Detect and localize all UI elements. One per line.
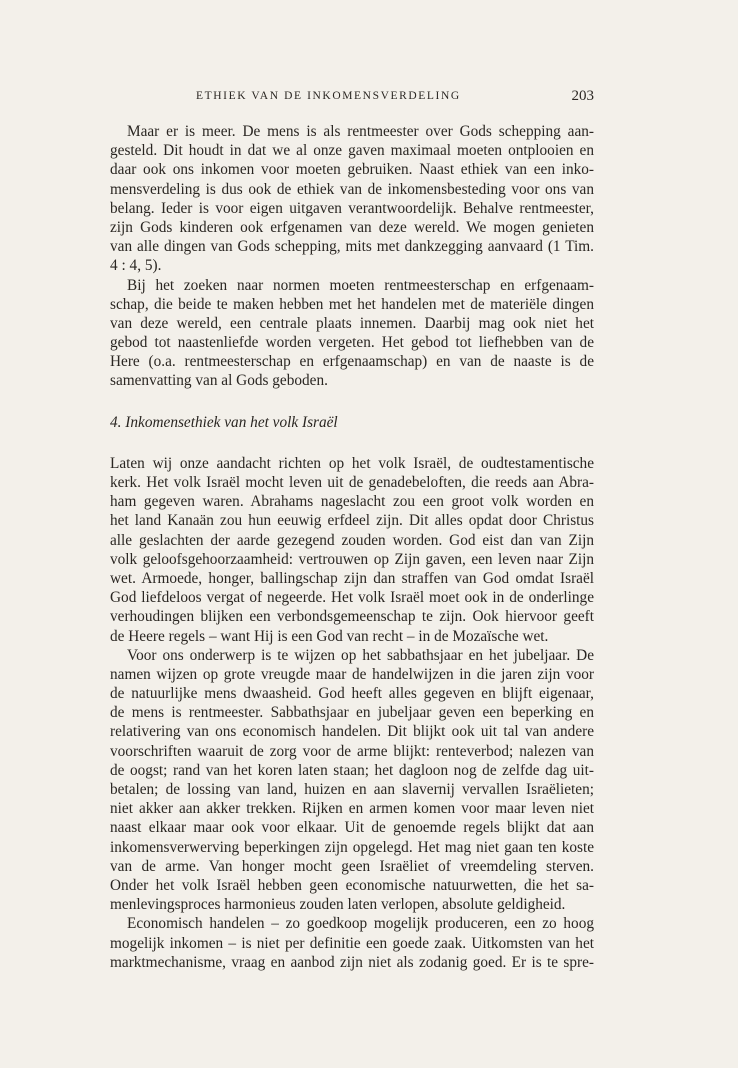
- text-line: Here (o.a. rentmeesterschap en erfgenaamschap) en van de naaste is de: [110, 353, 594, 371]
- running-title: ETHIEK VAN DE INKOMENSVERDELING: [196, 90, 461, 102]
- text-line: God liefdeloos vergat of negeerde. Het volk Israël moet ook in de onderlinge: [110, 589, 594, 607]
- text-line: naast elkaar maar ook voor elkaar. Uit de genoemde regels blijkt dat aan: [110, 819, 594, 837]
- text-line: van deze wereld, een centrale plaats innemen. Daarbij mag ook niet het: [110, 314, 594, 332]
- text-line: de oogst; rand van het koren laten staan; het dagloon nog de zelfde dag uit-: [110, 761, 594, 779]
- page-header: [110, 90, 594, 110]
- text-line: samenvatting van al Gods geboden.: [110, 372, 328, 390]
- text-line: relativering van ons economisch handelen. Dit blijkt ook uit tal van andere: [110, 723, 594, 741]
- text-line: de Heere regels – want Hij is een God van recht – in de Mozaïsche wet.: [110, 627, 549, 645]
- text-line: het land Kanaän zou hun eeuwig erfdeel zijn. Dit alles opdat door Christus: [110, 512, 594, 530]
- text-line: 4 : 4, 5).: [110, 257, 162, 275]
- paragraph: [110, 122, 594, 276]
- text-line: betalen; de lossing van land, huizen en aan slavernij vervallen Israëlieten;: [110, 781, 594, 798]
- text-line: de natuurlijke mens dwaasheid. God heeft alles gegeven en blijft eigenaar,: [110, 685, 594, 703]
- text-line: niet akker aan akker trekken. Rijken en armen komen voor maar leven niet: [110, 800, 594, 818]
- text-line: mogelijk inkomen – is niet per definitie een goede zaak. Uitkomsten van het: [110, 934, 594, 952]
- text-line: Economisch handelen – zo goedkoop mogelijk produceren, een zo hoog: [127, 915, 594, 933]
- text-line: marktmechanisme, vraag en aanbod zijn niet als zodanig goed. Er is te spre-: [110, 953, 594, 971]
- text-line: de mens is rentmeester. Sabbathsjaar en jubeljaar geven een beperking en: [110, 704, 594, 722]
- paragraph: [110, 276, 594, 391]
- text-line: van alle dingen van Gods schepping, mits met dankzegging aanvaard (1 Tim.: [110, 238, 594, 256]
- text-line: namen wijzen op grote vreugde maar de handelwijzen in die jaren zijn voor: [110, 665, 594, 683]
- section-heading: 4. Inkomensethiek van het volk Israël: [110, 413, 338, 431]
- text-line: alle geslachten der aarde gezegend zouden worden. God eist dan van Zijn: [110, 531, 594, 549]
- text-line: van de arme. Van honger mocht geen Israëliet of vreemdeling sterven.: [110, 857, 594, 875]
- paragraph: [110, 914, 594, 972]
- text-line: verhoudingen blijken een verbondsgemeenschap te zijn. Ook hiervoor geeft: [110, 608, 594, 626]
- body-text: [110, 122, 594, 972]
- text-line: mensverdeling is dus ook de ethiek van de inkomensbesteding voor ons van: [110, 180, 594, 198]
- text-line: menlevingsproces harmonieus zouden laten verlopen, absolute geldigheid.: [110, 896, 566, 914]
- text-line: schap, die beide te maken hebben met het handelen met de materiële dingen: [110, 295, 594, 313]
- text-line: Voor ons onderwerp is te wijzen op het sabbathsjaar en het jubeljaar. De: [127, 646, 594, 664]
- text-line: Maar er is meer. De mens is als rentmeester over Gods schepping aan-: [127, 123, 594, 140]
- page-number: 203: [571, 88, 594, 104]
- text-line: gesteld. Dit houdt in dat we al onze gaven maximaal moeten ontplooien en: [110, 142, 594, 160]
- text-line: daar ook ons inkomen voor moeten gebruiken. Naast ethiek van een inko-: [110, 161, 594, 179]
- text-line: inkomensverwerving beperkingen zijn opgelegd. Het mag niet gaan ten koste: [110, 838, 594, 856]
- text-line: gebod tot naastenliefde worden vergeten. Het gebod tot liefhebben van de: [110, 334, 594, 352]
- text-line: volk geloofsgehoorzaamheid: vertrouwen op Zijn gaven, een leven naar Zijn: [110, 550, 594, 568]
- text-line: Bij het zoeken naar normen moeten rentmeesterschap en erfgenaam-: [127, 276, 594, 294]
- text-line: voorschriften waaruit de zorg voor de arme blijkt: renteverbod; nalezen van: [110, 742, 594, 760]
- paragraph: [110, 454, 594, 646]
- text-line: Onder het volk Israël hebben geen economische natuurwetten, die het sa-: [110, 876, 594, 894]
- text-line: wet. Armoede, honger, ballingschap zijn dan straffen van God omdat Israël: [110, 569, 594, 587]
- text-line: kerk. Het volk Israël mocht leven uit de genadebeloften, die reeds aan Abra-: [110, 474, 594, 491]
- paragraph: [110, 646, 594, 915]
- text-line: belang. Ieder is voor eigen uitgaven verantwoordelijk. Behalve rentmeester,: [110, 199, 594, 217]
- text-line: Laten wij onze aandacht richten op het volk Israël, de oudtestamentische: [110, 454, 594, 472]
- text-line: zijn Gods kinderen ook erfgenamen van deze wereld. We mogen genieten: [110, 218, 594, 236]
- text-line: ham gegeven waren. Abrahams nageslacht zou een groot volk worden en: [110, 493, 594, 511]
